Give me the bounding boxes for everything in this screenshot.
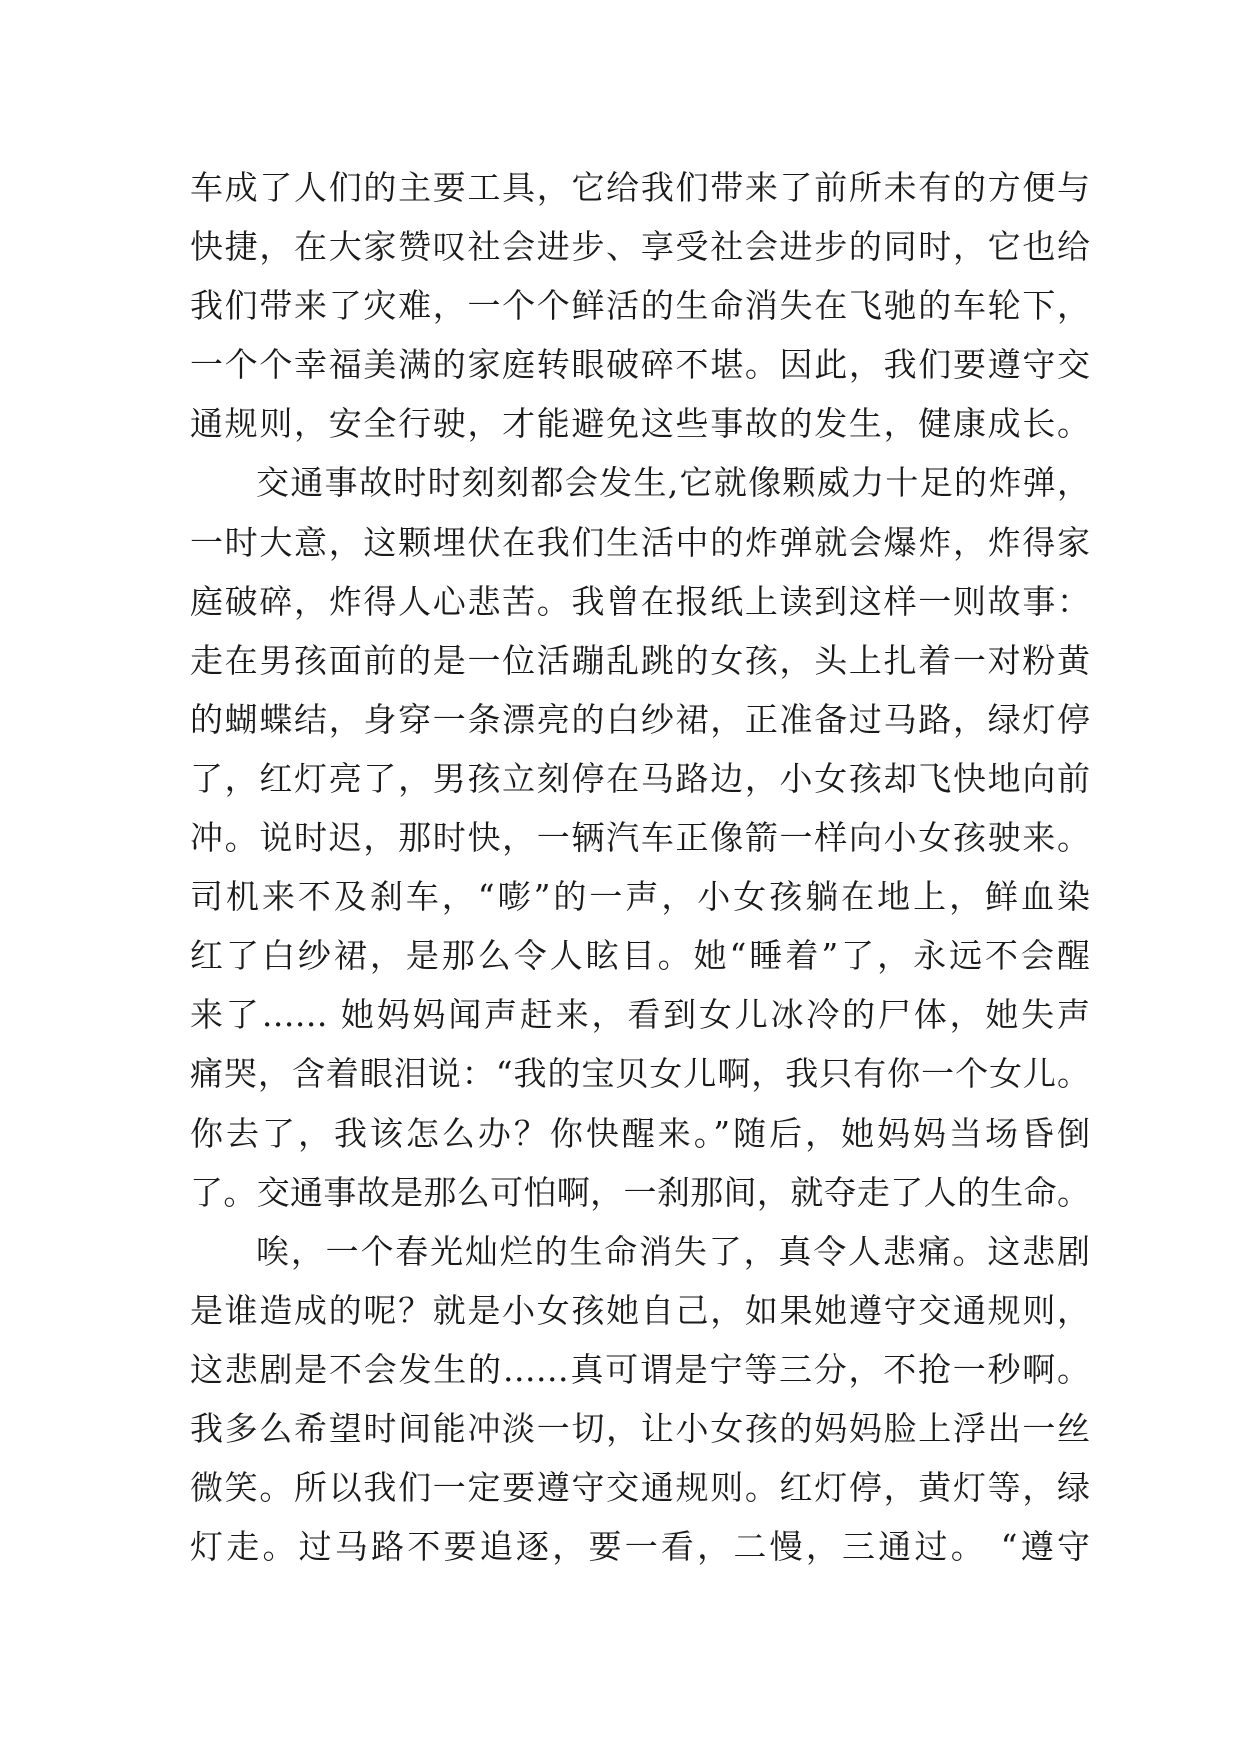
text-line: 来了…… 她妈妈闻声赶来，看到女儿冰冷的尸体，她失声: [190, 995, 1090, 1035]
text-line: 一个个幸福美满的家庭转眼破碎不堪。因此，我们要遵守交: [190, 345, 1090, 385]
text-line: 快捷，在大家赞叹社会进步、享受社会进步的同时，它也给: [190, 227, 1090, 267]
text-line: 我们带来了灾难，一个个鲜活的生命消失在飞驰的车轮下，: [190, 286, 1090, 326]
paragraph-first-line: 唉，一个春光灿烂的生命消失了，真令人悲痛。这悲剧: [256, 1231, 1090, 1271]
text-line: 灯走。过马路不要追逐，要一看，二慢，三通过。 “遵守: [190, 1527, 1090, 1567]
text-line: 通规则，安全行驶，才能避免这些事故的发生，健康成长。: [190, 404, 1090, 444]
text-line: 是谁造成的呢？就是小女孩她自己，如果她遵守交通规则，: [190, 1290, 1090, 1330]
text-line: 你去了，我该怎么办？你快醒来。”随后，她妈妈当场昏倒: [190, 1113, 1090, 1153]
paragraph-first-line: 交通事故时时刻刻都会发生,它就像颗威力十足的炸弹，: [256, 463, 1090, 503]
text-line: 这悲剧是不会发生的……真可谓是宁等三分，不抢一秒啊。: [190, 1349, 1090, 1389]
text-line: 车成了人们的主要工具，它给我们带来了前所未有的方便与: [190, 168, 1090, 207]
text-line: 司机来不及刹车，“嘭”的一声，小女孩躺在地上，鲜血染: [190, 877, 1090, 917]
text-line: 红了白纱裙，是那么令人眩目。她“睡着”了，永远不会醒: [190, 936, 1090, 976]
text-line: 了。交通事故是那么可怕啊，一刹那间，就夺走了人的生命。: [190, 1172, 1090, 1212]
text-line: 微笑。所以我们一定要遵守交通规则。红灯停，黄灯等，绿: [190, 1468, 1090, 1508]
text-line: 了，红灯亮了，男孩立刻停在马路边，小女孩却飞快地向前: [190, 758, 1090, 798]
text-line: 冲。说时迟，那时快，一辆汽车正像箭一样向小女孩驶来。: [190, 818, 1090, 858]
text-line: 的蝴蝶结，身穿一条漂亮的白纱裙，正准备过马路，绿灯停: [190, 699, 1090, 739]
text-line: 一时大意，这颗埋伏在我们生活中的炸弹就会爆炸，炸得家: [190, 522, 1090, 562]
text-line: 我多么希望时间能冲淡一切，让小女孩的妈妈脸上浮出一丝: [190, 1408, 1090, 1448]
essay-body: [190, 158, 1090, 1576]
text-line: 痛哭，含着眼泪说：“我的宝贝女儿啊，我只有你一个女儿。: [190, 1054, 1090, 1094]
text-line: 庭破碎，炸得人心悲苦。我曾在报纸上读到这样一则故事：: [190, 581, 1090, 621]
text-line: 走在男孩面前的是一位活蹦乱跳的女孩，头上扎着一对粉黄: [190, 640, 1090, 680]
